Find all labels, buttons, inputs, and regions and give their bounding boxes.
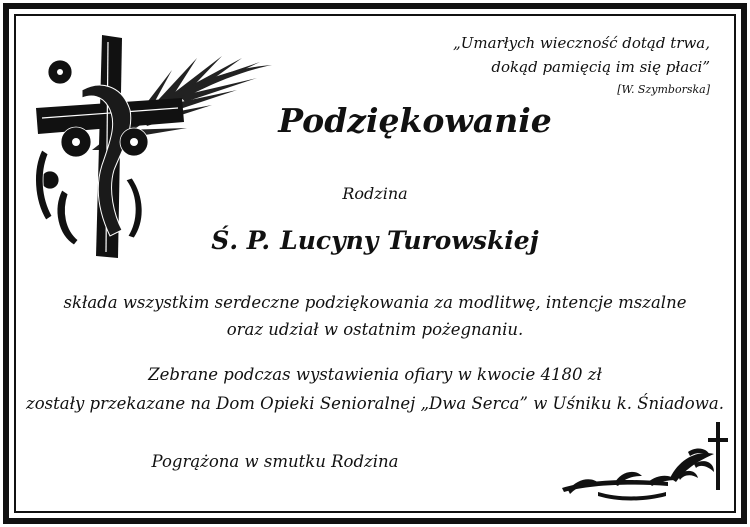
quote-line-2: dokąd pamięcią im się płaci”	[491, 58, 710, 76]
quote-author: [W. Szymborska]	[617, 83, 710, 96]
deceased-name	[20, 226, 730, 255]
donation-line-2: zostały przekazane na Dom Opieki Senioralnej „Dwa Serca” w Uśniku k. Śniadowa.	[26, 394, 724, 413]
deceased-prefix: Ś. P.	[211, 226, 271, 255]
thanks-line-2: oraz udział w ostatnim pożegnaniu.	[226, 320, 524, 339]
donation-line-1: Zebrane podczas wystawienia ofiary w kwocie 4180 zł	[148, 365, 602, 384]
deceased-fullname: Lucyny Turowskiej	[280, 226, 539, 255]
closing-signature: Pogrążona w smutku Rodzina	[151, 452, 399, 471]
thanks-line-1: składa wszystkim serdeczne podziękowania za modlitwę, intencje mszalne	[63, 293, 687, 312]
family-label: Rodzina	[342, 184, 408, 203]
page-title: Podziękowanie	[278, 101, 552, 140]
quote-line-1: „Umarłych wieczność dotąd trwa,	[452, 34, 710, 52]
floral-flourish-icon	[558, 418, 728, 508]
